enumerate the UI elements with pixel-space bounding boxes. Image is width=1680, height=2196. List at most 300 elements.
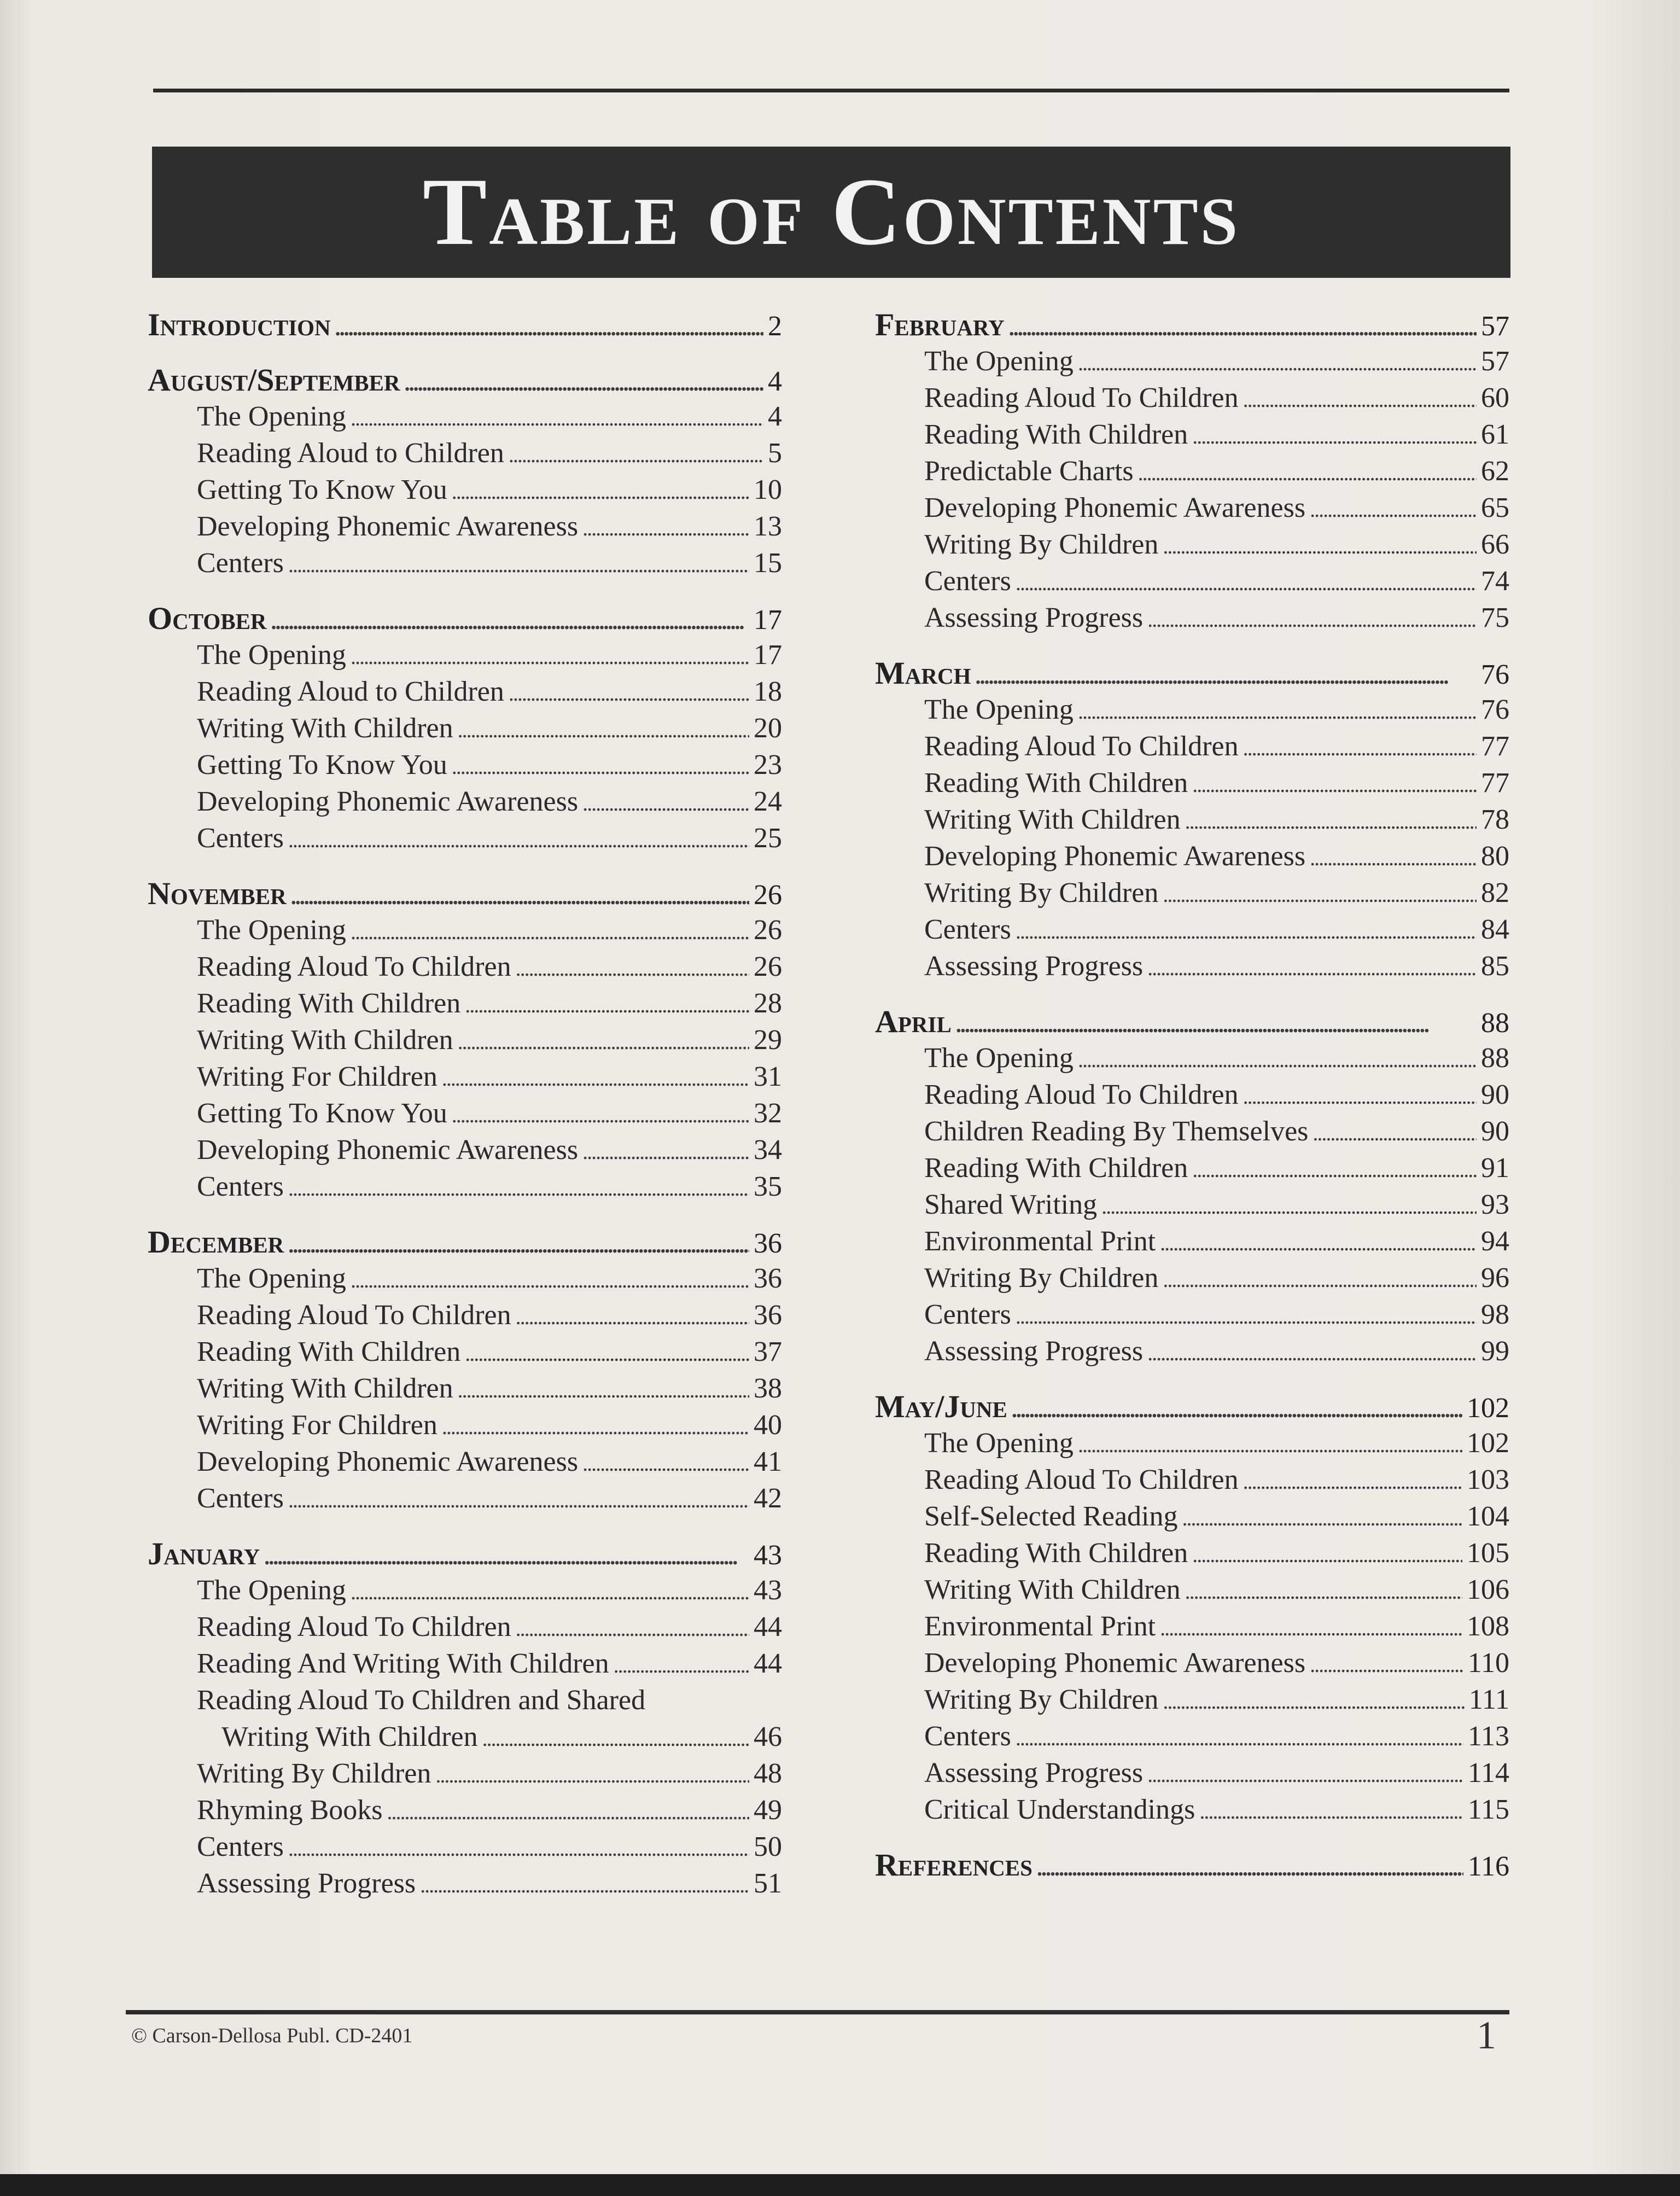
- dot-leader: [288, 822, 749, 858]
- toc-entry-page: 57: [1481, 346, 1509, 377]
- toc-section-heading: [875, 306, 1509, 343]
- dot-leader: [465, 987, 749, 1023]
- toc-entry-label: Shared Writing: [924, 1189, 1098, 1220]
- toc-entry-label: Assessing Progress: [197, 1868, 416, 1899]
- toc-entry: [148, 710, 782, 747]
- dot-leader: [288, 1227, 749, 1263]
- dot-leader: [1192, 766, 1477, 803]
- dot-leader: [442, 1060, 749, 1097]
- dot-leader: [1312, 1115, 1477, 1151]
- toc-entry-page: 75: [1481, 602, 1509, 633]
- toc-section-heading: [875, 1003, 1509, 1040]
- toc-entry-label: February: [875, 307, 1005, 342]
- toc-entry-page: 36: [754, 1228, 782, 1259]
- toc-entry: [148, 1865, 782, 1902]
- dot-leader: [335, 310, 763, 346]
- toc-entry-label: Reading Aloud To Children and Shared: [197, 1685, 646, 1716]
- dot-leader: [1163, 876, 1477, 913]
- toc-entry-label: The Opening: [924, 1042, 1074, 1074]
- dot-leader: [351, 1574, 749, 1610]
- toc-entry: [875, 691, 1509, 728]
- toc-entry-label: The Opening: [924, 1428, 1074, 1459]
- toc-entry-label: Reading Aloud To Children: [197, 1611, 511, 1642]
- dot-leader: [516, 950, 749, 987]
- dot-leader: [452, 748, 749, 785]
- toc-entry: [148, 1058, 782, 1095]
- toc-entry: [875, 1150, 1509, 1186]
- toc-entry-page: 43: [754, 1540, 782, 1571]
- dot-leader: [442, 1408, 749, 1445]
- page-number: 1: [1477, 2013, 1496, 2057]
- toc-entry: [875, 1718, 1509, 1755]
- toc-entry-label: Self-Selected Reading: [924, 1501, 1178, 1532]
- dot-leader: [465, 1335, 749, 1372]
- toc-entry: [875, 875, 1509, 911]
- dot-leader: [1016, 913, 1477, 950]
- toc-entry-label: Reading Aloud to Children: [197, 438, 504, 469]
- dot-leader: [288, 1482, 749, 1518]
- toc-entry: [148, 1719, 782, 1755]
- toc-entry-page: 102: [1467, 1393, 1509, 1424]
- toc-entry: [875, 1645, 1509, 1681]
- toc-entry-page: 110: [1467, 1647, 1509, 1679]
- toc-entry-page: 114: [1467, 1757, 1509, 1789]
- toc-entry-page: 36: [754, 1300, 782, 1331]
- toc-entry-page: 4: [768, 366, 782, 397]
- toc-entry-page: 93: [1481, 1189, 1509, 1220]
- dot-leader: [1160, 1610, 1462, 1646]
- toc-entry-page: 23: [754, 749, 782, 780]
- toc-entry-page: 106: [1467, 1574, 1509, 1605]
- toc-entry-page: 84: [1481, 914, 1509, 945]
- toc-entry-label: Reading With Children: [197, 988, 461, 1019]
- toc-entry-page: 49: [754, 1795, 782, 1826]
- toc-entry-label: The Opening: [924, 694, 1074, 725]
- toc-entry-label: Writing With Children: [221, 1721, 478, 1752]
- toc-section: [875, 655, 1509, 985]
- toc-entry-page: 104: [1467, 1501, 1509, 1532]
- toc-entry-page: 46: [754, 1721, 782, 1752]
- toc-entry: [875, 1076, 1509, 1113]
- toc-entry-label: Introduction: [148, 307, 331, 342]
- toc-entry-page: 25: [754, 823, 782, 854]
- toc-entry: [148, 1333, 782, 1370]
- toc-entry: [148, 912, 782, 948]
- toc-entry-page: 5: [768, 438, 782, 469]
- toc-section: [148, 600, 782, 857]
- toc-entry-label: Assessing Progress: [924, 1336, 1144, 1367]
- dot-leader: [1078, 693, 1477, 730]
- page-edge-shadow: [0, 2174, 1680, 2196]
- toc-entry: [875, 1296, 1509, 1333]
- dot-leader: [351, 638, 749, 675]
- toc-section: [148, 306, 782, 343]
- dot-leader: [1101, 1188, 1477, 1225]
- toc-entry-label: Rhyming Books: [197, 1795, 383, 1826]
- toc-entry-page: 78: [1481, 804, 1509, 835]
- toc-entry-page: 26: [754, 951, 782, 982]
- dot-leader: [351, 1262, 749, 1298]
- toc-entry-label: October: [148, 601, 267, 636]
- dot-leader: [1147, 601, 1477, 638]
- dot-leader: [509, 675, 749, 712]
- dot-leader: [1310, 840, 1477, 876]
- toc-entry: [148, 948, 782, 985]
- toc-entry-label: Writing By Children: [197, 1758, 431, 1789]
- dot-leader: [291, 878, 749, 915]
- toc-entry-label: References: [875, 1847, 1032, 1883]
- toc-entry-page: 18: [754, 676, 782, 707]
- dot-leader: [1078, 1426, 1462, 1463]
- toc-entry-label: The Opening: [197, 1263, 346, 1294]
- toc-entry-label: Writing By Children: [924, 529, 1159, 560]
- toc-entry-label: Developing Phonemic Awareness: [924, 841, 1306, 872]
- dot-leader: [1163, 528, 1477, 564]
- toc-entry: [875, 948, 1509, 985]
- toc-entry-page: 35: [754, 1171, 782, 1202]
- toc-entry: [875, 765, 1509, 801]
- toc-entry-page: 115: [1467, 1794, 1509, 1825]
- dot-leader: [1192, 1151, 1477, 1188]
- toc-entry-page: 94: [1481, 1226, 1509, 1257]
- toc-entry-page: 74: [1481, 566, 1509, 597]
- dot-leader: [264, 1539, 749, 1575]
- dot-leader: [351, 913, 749, 950]
- toc-entry-label: Children Reading By Themselves: [924, 1116, 1309, 1147]
- toc-entry-page: 20: [754, 713, 782, 744]
- toc-section-heading: [148, 306, 782, 343]
- toc-section: [148, 875, 782, 1205]
- bottom-rule: [126, 2010, 1509, 2014]
- toc-entry-label: Reading Aloud To Children: [924, 1079, 1239, 1110]
- toc-entry-label: Developing Phonemic Awareness: [197, 1134, 579, 1166]
- toc-entry-label: Reading And Writing With Children: [197, 1648, 609, 1679]
- dot-leader: [1192, 418, 1477, 455]
- toc-entry: [875, 838, 1509, 875]
- toc-section-heading: [875, 1388, 1509, 1425]
- toc-entry: [148, 820, 782, 857]
- toc-entry-page: 50: [754, 1831, 782, 1862]
- toc-entry: [875, 343, 1509, 380]
- dot-leader: [582, 1133, 749, 1170]
- toc-entry-label: The Opening: [197, 639, 346, 671]
- toc-section-heading: [148, 600, 782, 637]
- dot-leader: [1009, 310, 1477, 346]
- toc-section-heading: [148, 1535, 782, 1572]
- toc-left-column: [148, 306, 782, 1920]
- toc-entry-label: Centers: [197, 1483, 284, 1514]
- dot-leader: [516, 1610, 749, 1647]
- toc-entry-page: 28: [754, 988, 782, 1019]
- toc-entry: [148, 1609, 782, 1645]
- toc-entry: [148, 1480, 782, 1517]
- toc-entry: [148, 637, 782, 673]
- dot-leader: [1243, 1078, 1477, 1115]
- toc-entry-label: Developing Phonemic Awareness: [197, 1446, 579, 1477]
- dot-leader: [482, 1720, 749, 1757]
- toc-entry-label: Reading Aloud to Children: [197, 676, 504, 707]
- toc-entry-page: 26: [754, 879, 782, 911]
- toc-entry: [148, 1260, 782, 1297]
- toc-entry-label: Writing With Children: [197, 1024, 453, 1056]
- toc-entry-page: 29: [754, 1024, 782, 1056]
- toc-entry: [875, 728, 1509, 765]
- toc-section-heading: [875, 655, 1509, 691]
- toc-entry-page: 40: [754, 1409, 782, 1441]
- toc-entry-page: 42: [754, 1483, 782, 1514]
- toc-entry-page: 82: [1481, 877, 1509, 908]
- toc-section-heading: [875, 1846, 1509, 1883]
- toc-entry-label: December: [148, 1224, 284, 1260]
- toc-entry-label: Writing With Children: [924, 1574, 1181, 1605]
- toc-entry-label: Critical Understandings: [924, 1794, 1195, 1825]
- toc-section: [875, 1003, 1509, 1370]
- toc-entry-label: Getting To Know You: [197, 1098, 447, 1129]
- toc-entry-label: January: [148, 1536, 260, 1571]
- toc-entry-page: 96: [1481, 1262, 1509, 1294]
- dot-leader: [1078, 345, 1477, 381]
- toc-entry-label: November: [148, 876, 287, 911]
- dot-leader: [288, 1170, 749, 1207]
- dot-leader: [1185, 803, 1477, 840]
- toc-entry-label: Centers: [924, 914, 1011, 945]
- dot-leader: [458, 712, 749, 748]
- toc-entry-page: 65: [1481, 492, 1509, 523]
- toc-entry-label: Reading Aloud To Children: [924, 382, 1239, 413]
- toc-section: [148, 1224, 782, 1517]
- toc-entry-label: Developing Phonemic Awareness: [197, 786, 579, 817]
- toc-entry: [148, 747, 782, 783]
- toc-entry-label: Reading With Children: [924, 767, 1188, 799]
- dot-leader: [1147, 950, 1477, 986]
- dot-leader: [1182, 1500, 1462, 1536]
- toc-entry-page: 103: [1467, 1464, 1509, 1495]
- dot-leader: [420, 1867, 749, 1903]
- toc-entry-page: 44: [754, 1611, 782, 1642]
- dot-leader: [1078, 1041, 1477, 1078]
- toc-entry-page: 17: [754, 604, 782, 636]
- toc-entry-page: 31: [754, 1061, 782, 1092]
- toc-entry-label: Developing Phonemic Awareness: [924, 1647, 1306, 1679]
- toc-entry-page: 88: [1481, 1042, 1509, 1074]
- toc-entry-page: 113: [1467, 1721, 1509, 1752]
- toc-entry: [875, 1498, 1509, 1535]
- toc-entry-page: 37: [754, 1336, 782, 1367]
- toc-entry-label: Reading Aloud To Children: [924, 1464, 1239, 1495]
- toc-entry-page: 38: [754, 1373, 782, 1404]
- toc-entry: [875, 490, 1509, 526]
- toc-entry: [875, 1681, 1509, 1718]
- dot-leader: [614, 1647, 749, 1684]
- toc-entry-label: The Opening: [197, 1575, 346, 1606]
- toc-entry-page: 77: [1481, 767, 1509, 799]
- toc-entry-label: Reading With Children: [197, 1336, 461, 1367]
- dot-leader: [956, 1006, 1477, 1043]
- toc-entry: [148, 1095, 782, 1132]
- dot-leader: [1310, 491, 1477, 528]
- toc-entry-label: Writing By Children: [924, 877, 1159, 908]
- toc-entry: [875, 1571, 1509, 1608]
- dot-leader: [975, 658, 1477, 695]
- toc-entry-label: Writing With Children: [924, 804, 1181, 835]
- toc-entry-page: 13: [754, 511, 782, 542]
- dot-leader: [1016, 564, 1477, 601]
- toc-entry: [148, 1792, 782, 1828]
- toc-entry: [148, 1297, 782, 1333]
- toc-entry: [875, 1223, 1509, 1260]
- toc-entry-page: 43: [754, 1575, 782, 1606]
- toc-entry-page: 85: [1481, 951, 1509, 982]
- toc-entry-page: 90: [1481, 1079, 1509, 1110]
- toc-section: [875, 1388, 1509, 1828]
- dot-leader: [288, 1830, 749, 1867]
- dot-leader: [1243, 381, 1477, 418]
- dot-leader: [1012, 1391, 1462, 1428]
- toc-entry-page: 91: [1481, 1152, 1509, 1184]
- toc-entry-label: Assessing Progress: [924, 951, 1144, 982]
- toc-entry: [148, 1572, 782, 1609]
- dot-leader: [1192, 1536, 1462, 1573]
- toc-entry-label: Environmental Print: [924, 1611, 1156, 1642]
- dot-leader: [351, 400, 763, 436]
- toc-entry-page: 90: [1481, 1116, 1509, 1147]
- toc-entry-page: 24: [754, 786, 782, 817]
- toc-entry-page: 102: [1467, 1428, 1509, 1459]
- toc-entry-label: March: [875, 655, 971, 691]
- toc-entry: [148, 1022, 782, 1058]
- toc-entry-label: Centers: [924, 566, 1011, 597]
- dot-leader: [435, 1757, 749, 1793]
- toc-entry: [875, 1791, 1509, 1828]
- dot-leader: [452, 473, 749, 510]
- dot-leader: [1016, 1298, 1477, 1335]
- toc-entry-label: May/June: [875, 1389, 1007, 1424]
- toc-section-heading: [148, 1224, 782, 1260]
- toc-entry: [148, 1828, 782, 1865]
- toc-entry: [148, 398, 782, 435]
- toc-entry: [875, 1425, 1509, 1461]
- dot-leader: [582, 510, 749, 546]
- toc-entry: [875, 1186, 1509, 1223]
- toc-entry: [148, 1645, 782, 1682]
- dot-leader: [1160, 1225, 1477, 1261]
- toc-entry-page: 4: [768, 401, 782, 432]
- toc-entry-label: Centers: [197, 823, 284, 854]
- toc-entry: [148, 1168, 782, 1205]
- toc-entry-page: 62: [1481, 456, 1509, 487]
- copyright-notice: © Carson-Dellosa Publ. CD-2401: [131, 2024, 413, 2047]
- toc-entry: [875, 380, 1509, 416]
- toc-entry: [875, 911, 1509, 948]
- toc-entry-page: 48: [754, 1758, 782, 1789]
- dot-leader: [288, 546, 749, 583]
- toc-entry-page: 98: [1481, 1299, 1509, 1330]
- toc-entry-label: Writing With Children: [197, 713, 453, 744]
- dot-leader: [1016, 1720, 1463, 1756]
- toc-entry-label: April: [875, 1004, 952, 1039]
- toc-entry: [875, 453, 1509, 490]
- toc-entry-label: Reading With Children: [924, 1152, 1188, 1184]
- toc-entry: [875, 563, 1509, 599]
- toc-entry-page: 88: [1481, 1007, 1509, 1039]
- toc-entry-page: 32: [754, 1098, 782, 1129]
- toc-entry: [148, 545, 782, 581]
- toc-section-heading: [148, 362, 782, 398]
- toc-entry-label: Centers: [197, 1171, 284, 1202]
- toc-entry: [148, 1407, 782, 1443]
- toc-entry: [148, 1132, 782, 1168]
- toc-entry-label: Assessing Progress: [924, 1757, 1144, 1789]
- dot-leader: [452, 1097, 749, 1133]
- dot-leader: [1185, 1573, 1462, 1610]
- toc-entry: [148, 435, 782, 471]
- toc-entry: [875, 1333, 1509, 1370]
- toc-entry-page: 57: [1481, 311, 1509, 342]
- toc-entry-page: 76: [1481, 694, 1509, 725]
- toc-entry: [875, 526, 1509, 563]
- dot-leader: [458, 1372, 749, 1408]
- toc-entry-page: 99: [1481, 1336, 1509, 1367]
- toc-entry-page: 36: [754, 1263, 782, 1294]
- toc-entry-page: 17: [754, 639, 782, 671]
- dot-leader: [1138, 455, 1477, 491]
- toc-entry-page: 111: [1468, 1684, 1509, 1715]
- toc-entry-page: 76: [1481, 659, 1509, 690]
- toc-entry-label: Getting To Know You: [197, 749, 447, 780]
- dot-leader: [582, 1445, 749, 1482]
- toc-entry: [148, 471, 782, 508]
- dot-leader: [1310, 1646, 1463, 1683]
- toc-entry: [148, 1682, 782, 1719]
- dot-leader: [509, 436, 763, 473]
- toc-section: [148, 1535, 782, 1902]
- dot-leader: [1199, 1793, 1463, 1830]
- top-rule: [153, 89, 1509, 92]
- toc-section: [875, 1846, 1509, 1883]
- toc-entry: [875, 1260, 1509, 1296]
- toc-entry-page: 2: [768, 311, 782, 342]
- toc-entry: [875, 1755, 1509, 1791]
- toc-entry-page: 15: [754, 547, 782, 579]
- toc-entry-label: Writing By Children: [924, 1262, 1159, 1294]
- page-title-banner: [152, 147, 1510, 278]
- dot-leader: [1163, 1683, 1465, 1720]
- toc-entry: [148, 508, 782, 545]
- toc-entry: [875, 1113, 1509, 1150]
- dot-leader: [271, 603, 749, 640]
- toc-entry: [148, 1755, 782, 1792]
- toc-entry-page: 34: [754, 1134, 782, 1166]
- toc-entry-page: 26: [754, 914, 782, 946]
- toc-entry: [148, 985, 782, 1022]
- dot-leader: [516, 1298, 749, 1335]
- toc-entry-page: 77: [1481, 731, 1509, 762]
- toc-entry-label: Reading With Children: [924, 1537, 1188, 1569]
- toc-entry: [875, 1461, 1509, 1498]
- page-title: Table of Contents: [422, 159, 1240, 265]
- dot-leader: [405, 365, 763, 401]
- toc-entry-label: Assessing Progress: [924, 602, 1144, 633]
- toc-entry: [875, 599, 1509, 636]
- toc-entry-label: Centers: [924, 1721, 1011, 1752]
- toc-right-column: [875, 306, 1509, 1902]
- toc-entry: [875, 1040, 1509, 1076]
- toc-entry-label: Writing For Children: [197, 1409, 438, 1441]
- toc-entry-page: 108: [1467, 1611, 1509, 1642]
- toc-entry-page: 60: [1481, 382, 1509, 413]
- toc-entry-page: 61: [1481, 419, 1509, 450]
- toc-entry: [148, 673, 782, 710]
